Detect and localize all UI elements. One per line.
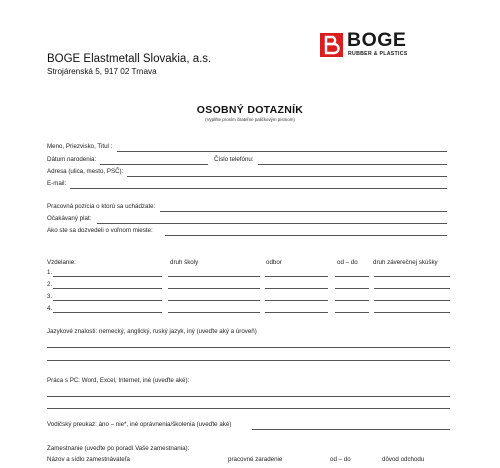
education-row-number: 3. <box>47 293 53 300</box>
pc-skills-field[interactable] <box>47 396 450 397</box>
education-cell[interactable] <box>374 288 450 289</box>
education-cell[interactable] <box>265 300 328 301</box>
name-field[interactable] <box>117 151 447 152</box>
employment-from-to-header: od – do <box>330 456 351 463</box>
education-cell[interactable] <box>53 300 162 301</box>
education-cell[interactable] <box>335 276 369 277</box>
company-name: BOGE Elastmetall Slovakia, a.s. <box>47 53 212 65</box>
brand-logo-text: BOGE <box>347 29 407 51</box>
name-label: Meno, Priezvisko, Titul : <box>47 143 113 150</box>
salary-field[interactable] <box>97 223 447 224</box>
job-title-header: pracovné zaradenie <box>228 456 283 463</box>
education-cell[interactable] <box>374 276 450 277</box>
education-cell[interactable] <box>53 276 162 277</box>
position-label: Pracovná pozícia o ktorú sa uchádzate: <box>47 203 156 210</box>
education-header: Vzdelanie: <box>47 259 76 266</box>
address-field[interactable] <box>127 176 447 177</box>
birth-date-label: Dátum narodenia: <box>47 156 97 163</box>
driving-license-label: Vodičský preukaz: áno – nie*, iné oprávnenia/školenia (uveďte aké) <box>47 421 232 428</box>
email-label: E-mail: <box>47 180 67 187</box>
pc-skills-label: Práca s PC: Word, Excel, Internet, iné (uveďte aké): <box>47 377 190 384</box>
brand-logo-subtext: RUBBER & PLASTICS <box>348 51 408 57</box>
birth-date-field[interactable] <box>100 164 208 165</box>
education-cell[interactable] <box>168 300 260 301</box>
languages-field[interactable] <box>47 347 450 348</box>
education-cell[interactable] <box>335 300 369 301</box>
position-field[interactable] <box>160 211 447 212</box>
languages-label: Jazykové znalosti: nemecký, anglický, ruský jazyk, iný (uveďte aký a úroveň) <box>47 328 257 335</box>
education-cell[interactable] <box>53 288 162 289</box>
education-row-number: 2. <box>47 281 53 288</box>
education-cell[interactable] <box>168 312 260 313</box>
education-exam-header: druh záverečnej skúšky <box>373 259 438 266</box>
education-school-type-header: druh školy <box>170 259 199 266</box>
education-cell[interactable] <box>265 276 328 277</box>
email-field[interactable] <box>70 188 447 189</box>
source-field[interactable] <box>165 235 447 236</box>
driving-license-field[interactable] <box>252 429 450 430</box>
education-cell[interactable] <box>168 276 260 277</box>
education-cell[interactable] <box>265 288 328 289</box>
education-field-header: odbor <box>266 259 282 266</box>
education-cell[interactable] <box>374 300 450 301</box>
phone-field[interactable] <box>258 164 447 165</box>
education-cell[interactable] <box>168 288 260 289</box>
education-row-number: 1. <box>47 269 53 276</box>
education-cell[interactable] <box>374 312 450 313</box>
education-row-number: 4. <box>47 305 53 312</box>
form-subtitle: (Vyplňte prosím čitateľne paličkovým písmom) <box>205 117 295 122</box>
phone-label: Číslo telefónu: <box>214 156 254 163</box>
company-address: Strojárenská 5, 917 02 Trnava <box>47 67 157 76</box>
employer-header: Názov a sídlo zamestnávateľa <box>47 456 130 463</box>
form-title: OSOBNÝ DOTAZNÍK <box>196 104 304 116</box>
education-from-to-header: od – do <box>337 259 358 266</box>
education-cell[interactable] <box>265 312 328 313</box>
education-cell[interactable] <box>53 312 162 313</box>
employment-intro-label: Zamestnanie (uveďte po poradí Vaše zamestnania): <box>47 445 190 452</box>
boge-logo-icon <box>320 33 343 57</box>
salary-label: Očakávaný plat: <box>47 215 92 222</box>
education-cell[interactable] <box>335 312 369 313</box>
address-label: Adresa (ulica, mesto, PSČ): <box>47 168 124 175</box>
pc-skills-field[interactable] <box>47 408 450 409</box>
leaving-reason-header: dôvod odchodu <box>382 456 425 463</box>
education-cell[interactable] <box>335 288 369 289</box>
source-label: Ako ste sa dozvedeli o voľnom mieste: <box>47 227 153 234</box>
languages-field[interactable] <box>47 360 450 361</box>
